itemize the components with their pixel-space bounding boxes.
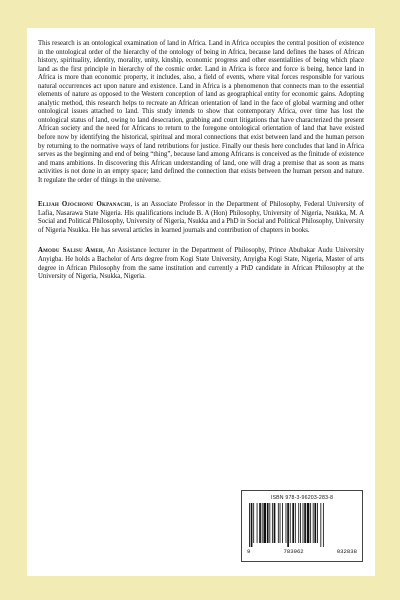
barcode-bar (274, 503, 276, 543)
barcode-bar (287, 503, 289, 547)
barcode-bar (286, 503, 287, 543)
author-name-2: Amodu Salisu Ameh (38, 247, 103, 255)
author-bio-2 (38, 247, 364, 281)
barcode-bar (259, 503, 261, 543)
barcode-bar (303, 503, 304, 543)
barcode-bar (314, 503, 316, 543)
author-bio-1 (38, 201, 364, 235)
author-bio-text-2: , An Assistance lecturer in the Department of Philosophy, Prince Abubakar Audu University Anyigba. He holds a Bachelor of Arts degree from Kogi State University, Anyigba Kogi State, Nigeria, Master of arts degree in African Philosophy from the same institution and currently a PhD candidate in African Philosophy at the University of Nigeria, Nsukka, Nigeria. (38, 247, 365, 281)
barcode-digit-group-1: 783962 (283, 548, 304, 555)
barcode-bar (269, 503, 270, 543)
barcode-bar (307, 503, 310, 543)
barcode-bar (253, 503, 254, 543)
barcode-bar (304, 503, 306, 543)
barcode-bar (310, 503, 311, 543)
barcode-digits (247, 548, 357, 555)
barcode-bar (313, 503, 314, 543)
barcode-bar (323, 503, 324, 547)
barcode-bar (298, 503, 299, 543)
barcode-bar (300, 503, 301, 543)
barcode-bar (295, 503, 296, 543)
barcode-bar (282, 503, 283, 543)
barcode-bar (257, 503, 258, 543)
barcode-digit-group-2: 032838 (336, 548, 357, 555)
barcode-bar (267, 503, 269, 543)
author-name-1: Elijah Ojochonu Okpanachi (38, 201, 131, 209)
barcode-bar (320, 503, 321, 547)
abstract-text: This research is an ontological examination of land in Africa. Land in Africa occupies the central position of existence in the ontological order of the hierarchy of the ontology of being in Africa, because land defines the bases of African history, spirituality, identity, morality, unity, kinship, economic progress and other essentialities of being which place land as the first principle in hierarchy of the cosmic order. Land in Africa is force and force is being, hence land in Africa is more than economic property, it includes, also, a field of events, where vital forces responsible for various natural occurrences act upon nature and existence. Land in Africa is a phenomenon that connects man to the essential elements of nature as opposed to the Western conception of land as geographical entity for economic gains. Adopting analytic method, this research helps to recreate an African orientation of land in the face of global warming and other ontological issues attached to land. This study intends to show that contemporary Africa, over time has lost the ontological status of land, owing to land desecration, grabbing and court litigations that have characterized the present African society and the need for Africans to return to the foregone ontological orientation of land that have existed before now by identifying the historical, spiritual and moral connections that exist between land and the human person by returning to the normative ways of land retributions for justice. Finally our thesis here concludes that land in Africa serves as the beginning and end of being “thing”, because land among Africans is conceived as the finitude of existence and mans ambitions. In discovering this African understanding of land, one will drag a premise that as soon as mans activities is not done in an empty space; land defined the connection that exists between the human person and nature. It regulate the order of things in the universe. (38, 40, 364, 184)
barcode-bar (251, 503, 253, 547)
barcode-bar (263, 503, 266, 543)
barcode-bar (249, 503, 250, 547)
barcode-bar (280, 503, 281, 543)
barcode-bar (317, 503, 318, 543)
barcode-bar (272, 503, 273, 543)
barcode-digit-lead: 9 (247, 548, 251, 555)
isbn-label: ISBN 978-3-96203-283-8 (270, 495, 334, 501)
barcode-bar (278, 503, 279, 543)
back-cover-panel (27, 28, 375, 576)
barcode-bar (292, 503, 294, 543)
author-bio-text-1: , is an Associate Professor in the Department of Philosophy, Federal University of Lafia, Nasarawa State Nigeria. His qualifications include B. A (Hon) Philosophy, University of Nigeria, Nsukka, M. A Social and Political Philosophy, University of Nigeria, Nsukka and a PhD in Social and Political Philosophy, University of Nigeria Nsukka. He has several articles in learned journals and contribution of chapters in books. (38, 201, 364, 234)
barcode-bar (262, 503, 263, 543)
barcode-bar (290, 503, 291, 543)
barcode-icon (247, 503, 357, 547)
isbn-barcode-block (241, 490, 363, 562)
